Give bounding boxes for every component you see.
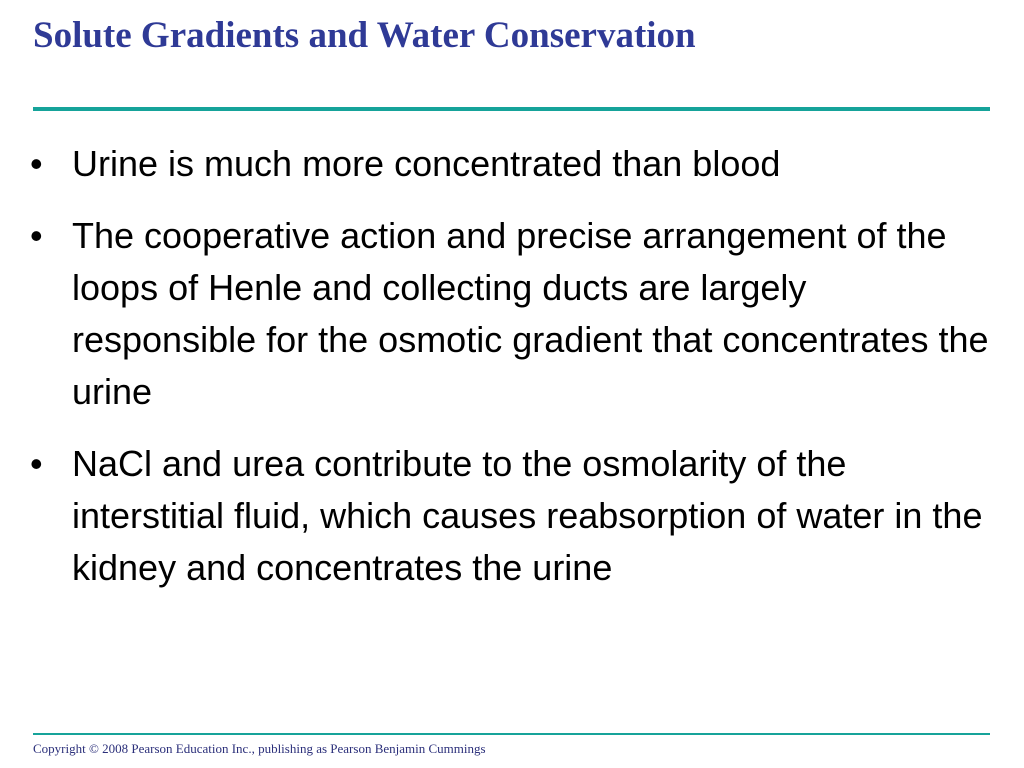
bullet-item — [30, 210, 990, 418]
bullet-list — [30, 138, 990, 614]
bullet-text: The cooperative action and precise arrangement of the loops of Henle and collecting ducts are largely responsible for the osmotic gradient that concentrates the urine — [72, 215, 989, 412]
bullet-glyph: • — [30, 215, 43, 256]
bullet-text: NaCl and urea contribute to the osmolarity of the interstitial fluid, which causes reabsorption of water in the kidney and concentrates the urine — [72, 443, 983, 588]
bullet-glyph: • — [30, 443, 43, 484]
bullet-item — [30, 138, 990, 190]
copyright-text: Copyright © 2008 Pearson Education Inc., publishing as Pearson Benjamin Cummings — [33, 741, 486, 756]
bullet-item — [30, 438, 990, 594]
title-divider — [33, 107, 990, 111]
bullet-text: Urine is much more concentrated than blood — [72, 143, 781, 184]
bullet-glyph: • — [30, 143, 43, 184]
footer-divider — [33, 733, 990, 735]
slide-title: Solute Gradients and Water Conservation — [33, 15, 696, 56]
